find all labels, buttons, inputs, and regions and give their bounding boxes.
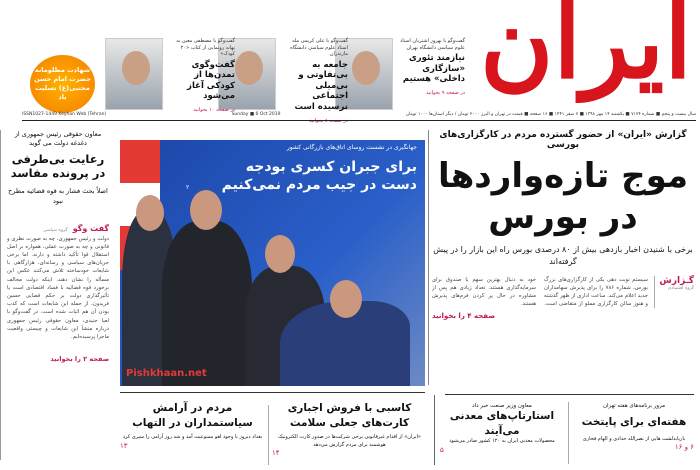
bottom-sub: بغداد دیروز با وجود لغو ممنوعیت آمد و شد روز آرامی را سپری کرد	[122, 434, 263, 441]
left-story[interactable]	[0, 130, 115, 460]
bottom-sub: بازیابدلشت هایی از نصرالله حدادی و الهام فخاری	[582, 435, 686, 442]
bottom-story-mining[interactable]	[440, 395, 564, 467]
teaser-headline: جامعه به بی‌تفاوتی و بی‌میلی اجتماعی نرسیده است	[294, 59, 348, 112]
date-bar	[22, 112, 696, 121]
main-body: سیستم نوبت دهی یکی از کارگزاری‌های بزرگ بورس، شماره ۷۸۶ را برای پذیرش سهامداران جدید اعلام می‌کند. ساعت اداری از ظهر گذشته و هنوز سالن کارگزاری مملو از متقاضی است. خود به دنبال بهترین سهم یا صندوق برای سرمایه‌گذاری هستند. تعداد زیادی هم پس از مشاوره در حال پر کردن فرم‌های پذیرش هستند.	[432, 276, 648, 308]
main-story[interactable]	[432, 130, 694, 320]
lead-photo	[120, 140, 425, 386]
issue-date: Sunday ■ 6 Oct 2019	[231, 112, 281, 117]
teaser-headline: گفت‌وگوی تمدن‌ها از کودکی آغاز می‌شود	[187, 59, 235, 102]
main-more-link[interactable]: صفحه ۴ را بخوانید	[432, 312, 496, 321]
teaser-more[interactable]: در صفحه ۸ بخوانید	[309, 117, 348, 124]
teaser-more[interactable]: در صفحه ۹ بخوانید	[426, 89, 465, 96]
teaser-kicker: گفت‌وگو با مصطفی معین به بهانه رونمایی از کتاب «۲۰ کودک»	[176, 38, 235, 57]
teaser-photo	[105, 38, 163, 110]
main-headline[interactable]: موج تازه‌واردها در بورس	[437, 156, 689, 237]
section-sub: گروه سیاسی	[42, 227, 68, 233]
bottom-headline: استارتاپ‌های معدنی می‌آیند	[449, 410, 555, 437]
photo-headline[interactable]: برای جبران کسری بودجه دست در جیب مردم نمی‌کنیم	[221, 159, 417, 194]
bottom-page[interactable]: ۱۳	[120, 441, 128, 450]
bottom-page[interactable]: ۶ و ۱۶	[674, 443, 694, 452]
left-body: دولت و رئیس جمهوری، چه به صورت نظری و قانونی و چه به صورت عملی، همواره بر اصل استقلال قوا تأکید داشته و دارند. اما برخی جریان‌های سیاسی و رسانه‌ای، هزارگاهی با شایعات خودساخته تلاش می‌کنند عکس این مسأله را نشان دهند. اینکه دولت مخالف برخورد قوه قضائیه با فساد اقتصادی است یا تأثیرگذاری دولت بر حکم قضایی حسین فریدون، از جمله این شایعات است که کذب بودن آن هم اثبات شده است. در گفت‌وگو با لعیا جنیدی، معاون حقوقی رئیس جمهوری درباره منشأ این شایعات و چیستی واقعیت ماجرا پرسیده‌ایم.	[7, 235, 109, 341]
teaser-ashtarian[interactable]	[335, 38, 465, 110]
teaser-moein[interactable]	[105, 38, 235, 113]
left-headline: رعایت بی‌طرفی در پرونده مفاسد	[10, 151, 106, 181]
left-subhead: اصلاً بحث فشار به قوه قضائیه مطرح نبود	[8, 187, 108, 205]
bottom-sub: محصولات معدنی ایران به ۱۲۰ کشور صادر می‌شود	[449, 438, 555, 445]
watermark: Pishkhaan.net	[126, 368, 207, 379]
bottom-headline: کاسبی با فروش اجباری کارت‌های جعلی سلامت	[287, 402, 412, 429]
photo-kicker: جهانگیری در نشست روسای اتاق‌های بازرگانی کشور	[286, 144, 417, 151]
newspaper-logo: ایران	[479, 0, 692, 101]
issue-info: سال بیست و پنجم ■ شماره ۷۱۷۴ ■ یکشنبه ۱۴ مهر ۱۳۹۸ ■ ۷ صفر ۱۴۴۱ ■ ۱۶ صفحه ■ قیمت در تهران و البرز ۲۰۰۰ تومان / دیگر استان‌ها ۱۰۰۰ تومان	[405, 112, 696, 117]
photo-page: ۲	[186, 184, 190, 191]
teaser-kicker: گفت‌وگو با علی کریمی مله استاد علوم سیاسی دانشگاه مازندران	[290, 38, 348, 57]
bottom-story-iraq[interactable]	[120, 395, 265, 467]
main-kicker: گزارش «ایران» از حضور گسترده مردم در کارگزاری‌های بورسی	[439, 130, 687, 150]
section-label: گـزارش	[659, 275, 694, 286]
bottom-page[interactable]: ۱۴	[272, 449, 280, 458]
left-more-link[interactable]: صفحه ۲ را بخوانید	[50, 355, 109, 364]
teaser-headline: نیازمند تئوری «سازگاری داخلی» هستیم	[402, 53, 465, 85]
main-subhead: برخی با شنیدن اخبار بازدهی بیش از ۸۰ درصدی بورس راه این بازار را در پیش گرفته‌اند	[433, 244, 693, 266]
left-kicker: معاون حقوقی رئیس جمهوری از دغدغه دولت می گوید	[14, 130, 102, 147]
bottom-sub: «ایران» از اقدام غیرقانونی برخی شرکت‌ها در صدور کارت الکترونیک هوشمند برای مردم گزارش می‌دهد	[278, 434, 421, 448]
bottom-story-health-cards[interactable]	[272, 395, 427, 467]
bottom-page[interactable]: ۵	[440, 445, 444, 454]
section-sub: گروه اقتصادی	[667, 285, 694, 291]
teaser-more[interactable]: در صفحه ۱۰ بخوانید	[193, 107, 235, 113]
teaser-kicker: گفت‌وگو با بهروز اشتریان استاد علوم سیاسی دانشگاه تهران	[399, 38, 465, 51]
bottom-kicker: معاون وزیر صنعت خبر داد	[472, 403, 532, 409]
issn: ISSN1027-1449 Keyhan Web (Tehran)	[22, 112, 107, 117]
bottom-kicker: مرور برنامه‌های هفته تهران	[602, 403, 666, 409]
bottom-headline: هفته‌ای برای پایتخت	[581, 416, 687, 428]
section-label: گفت وگو	[72, 223, 109, 233]
bottom-headline: مردم در آرامش سیاستمداران در التهاب	[132, 402, 253, 429]
bottom-story-capital-week[interactable]	[574, 395, 694, 467]
condolence-badge: شهادت مظلومانه حضرت امام حسن مجتبی(ع) تسلیت باد	[30, 55, 95, 113]
